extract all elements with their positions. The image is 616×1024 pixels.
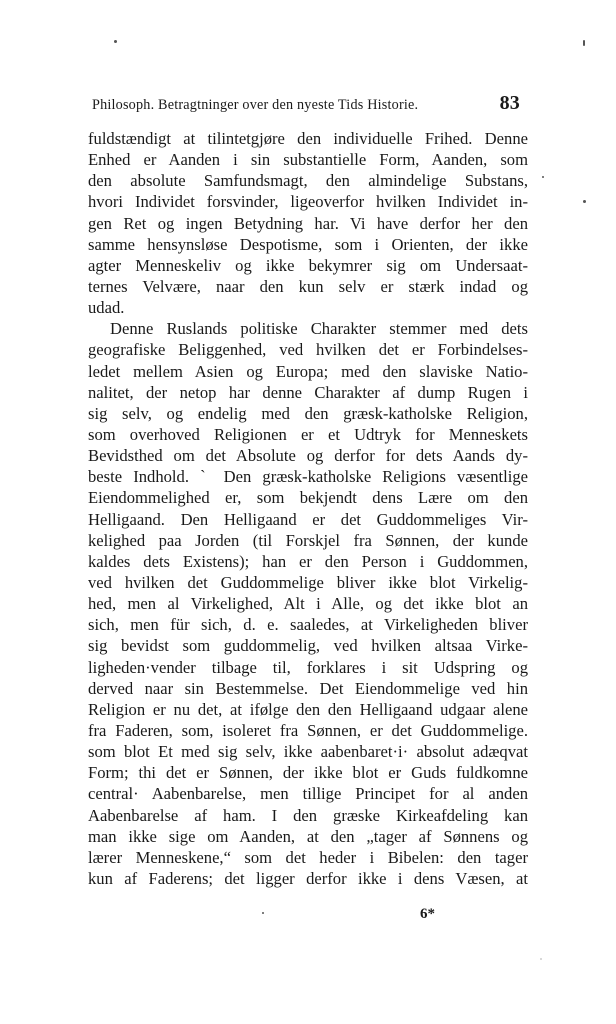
text-line: geografiske Beliggenhed, ved hvilken det er Forbindelses- <box>88 340 528 360</box>
ink-speck <box>262 912 264 914</box>
text-line: central· Aabenbarelse, men tillige Principet for al anden <box>88 784 528 804</box>
text-line: sig selv, og endelig med den græsk-katholske Religion, <box>88 403 528 423</box>
text-line: Bevidsthed om det Absolute og derfor for dets Aands dy- <box>88 446 528 466</box>
text-line: beste Indhold. ˋ Den græsk-katholske Religions væsentlige <box>88 467 528 487</box>
text-line: Helligaand. Den Helligaand er det Guddommeliges Vir- <box>88 509 528 529</box>
text-line: hvori Individet forsvinder, ligeoverfor hvilken Individet in- <box>88 192 528 212</box>
running-header <box>92 92 520 116</box>
text-line: man ikke sige om Aanden, at den „tager af Sønnens og <box>88 826 528 846</box>
text-line: fuldstændigt at tilintetgjøre den individuelle Frihed. Denne <box>88 129 528 148</box>
text-line: sich, men für sich, d. e. saaledes, at Virkeligheden bliver <box>88 615 528 635</box>
text-line: agter Menneskeliv og ikke bekymrer sig om Undersaat- <box>88 255 528 275</box>
text-line: kelighed paa Jorden (til Forskjel fra Sønnen, der kunde <box>88 530 528 550</box>
text-line: Form; thi det er Sønnen, der ikke blot er Guds fuldkomne <box>88 763 528 783</box>
running-title: Philosoph. Betragtninger over den nyeste Tids Historie. <box>92 97 419 113</box>
body-text <box>88 128 528 889</box>
text-line: nalitet, der netop har denne Charakter af dump Rugen i <box>88 382 528 402</box>
text-line: Religion er nu det, at ifølge den den Helligaand udgaar alene <box>88 699 528 719</box>
text-line: Eiendommelighed er, som bekjendt dens Lære om den <box>88 488 528 508</box>
page-number: 83 <box>499 92 520 114</box>
text-line: Enhed er Aanden i sin substantielle Form, Aanden, som <box>88 150 528 170</box>
text-line: fra Faderen, som, isoleret fra Sønnen, er det Guddommelige. <box>88 720 528 740</box>
text-line: samme hensynsløse Despotisme, som i Orienten, der ikke <box>88 234 528 254</box>
ink-speck <box>540 958 542 960</box>
text-line: ved hvilken det Guddommelige bliver ikke blot Virkelig- <box>88 572 528 592</box>
paragraph <box>88 318 528 889</box>
text-line: den absolute Samfundsmagt, den almindelige Substans, <box>88 171 528 191</box>
text-line: gen Ret og ingen Betydning har. Vi have derfor her den <box>88 213 528 233</box>
text-line: som overhoved Religionen er et Udtryk for Menneskets <box>88 424 528 444</box>
text-line: kaldes dets Existens); han er den Person i Guddommen, <box>88 551 528 571</box>
signature-mark: 6* <box>420 906 435 922</box>
ink-speck <box>114 40 117 43</box>
text-line: som blot Et med sig selv, ikke aabenbaret·i· absolut adæqvat <box>88 742 528 762</box>
text-line: derved naar sin Bestemmelse. Det Eiendommelige ved hin <box>88 678 528 698</box>
text-line: ternes Velvære, naar den kun selv er stærk indad og <box>88 276 528 296</box>
text-line: Aabenbarelse af ham. I den græske Kirkeafdeling kan <box>88 805 528 825</box>
text-line: Denne Ruslands politiske Charakter stemmer med dets <box>110 319 528 339</box>
text-line: ligheden·vender tilbage til, forklares i sit Udspring og <box>88 657 528 677</box>
text-line: kun af Faderens; det ligger derfor ikke i dens Væsen, at <box>88 868 528 888</box>
text-line: lærer Menneskene,“ som det heder i Bibelen: den tager <box>88 847 528 867</box>
text-line: hed, men al Virkelighed, Alt i Alle, og det ikke blot an <box>88 594 528 614</box>
paragraph <box>88 128 528 318</box>
ink-speck <box>583 40 585 46</box>
ink-speck <box>542 176 544 178</box>
text-line: sig bevidst som guddommelig, ved hvilken altsaa Virke- <box>88 636 528 656</box>
ink-speck <box>583 200 586 203</box>
text-line: udad. <box>88 298 125 318</box>
text-line: ledet mellem Asien og Europa; med den slaviske Natio- <box>88 361 528 381</box>
